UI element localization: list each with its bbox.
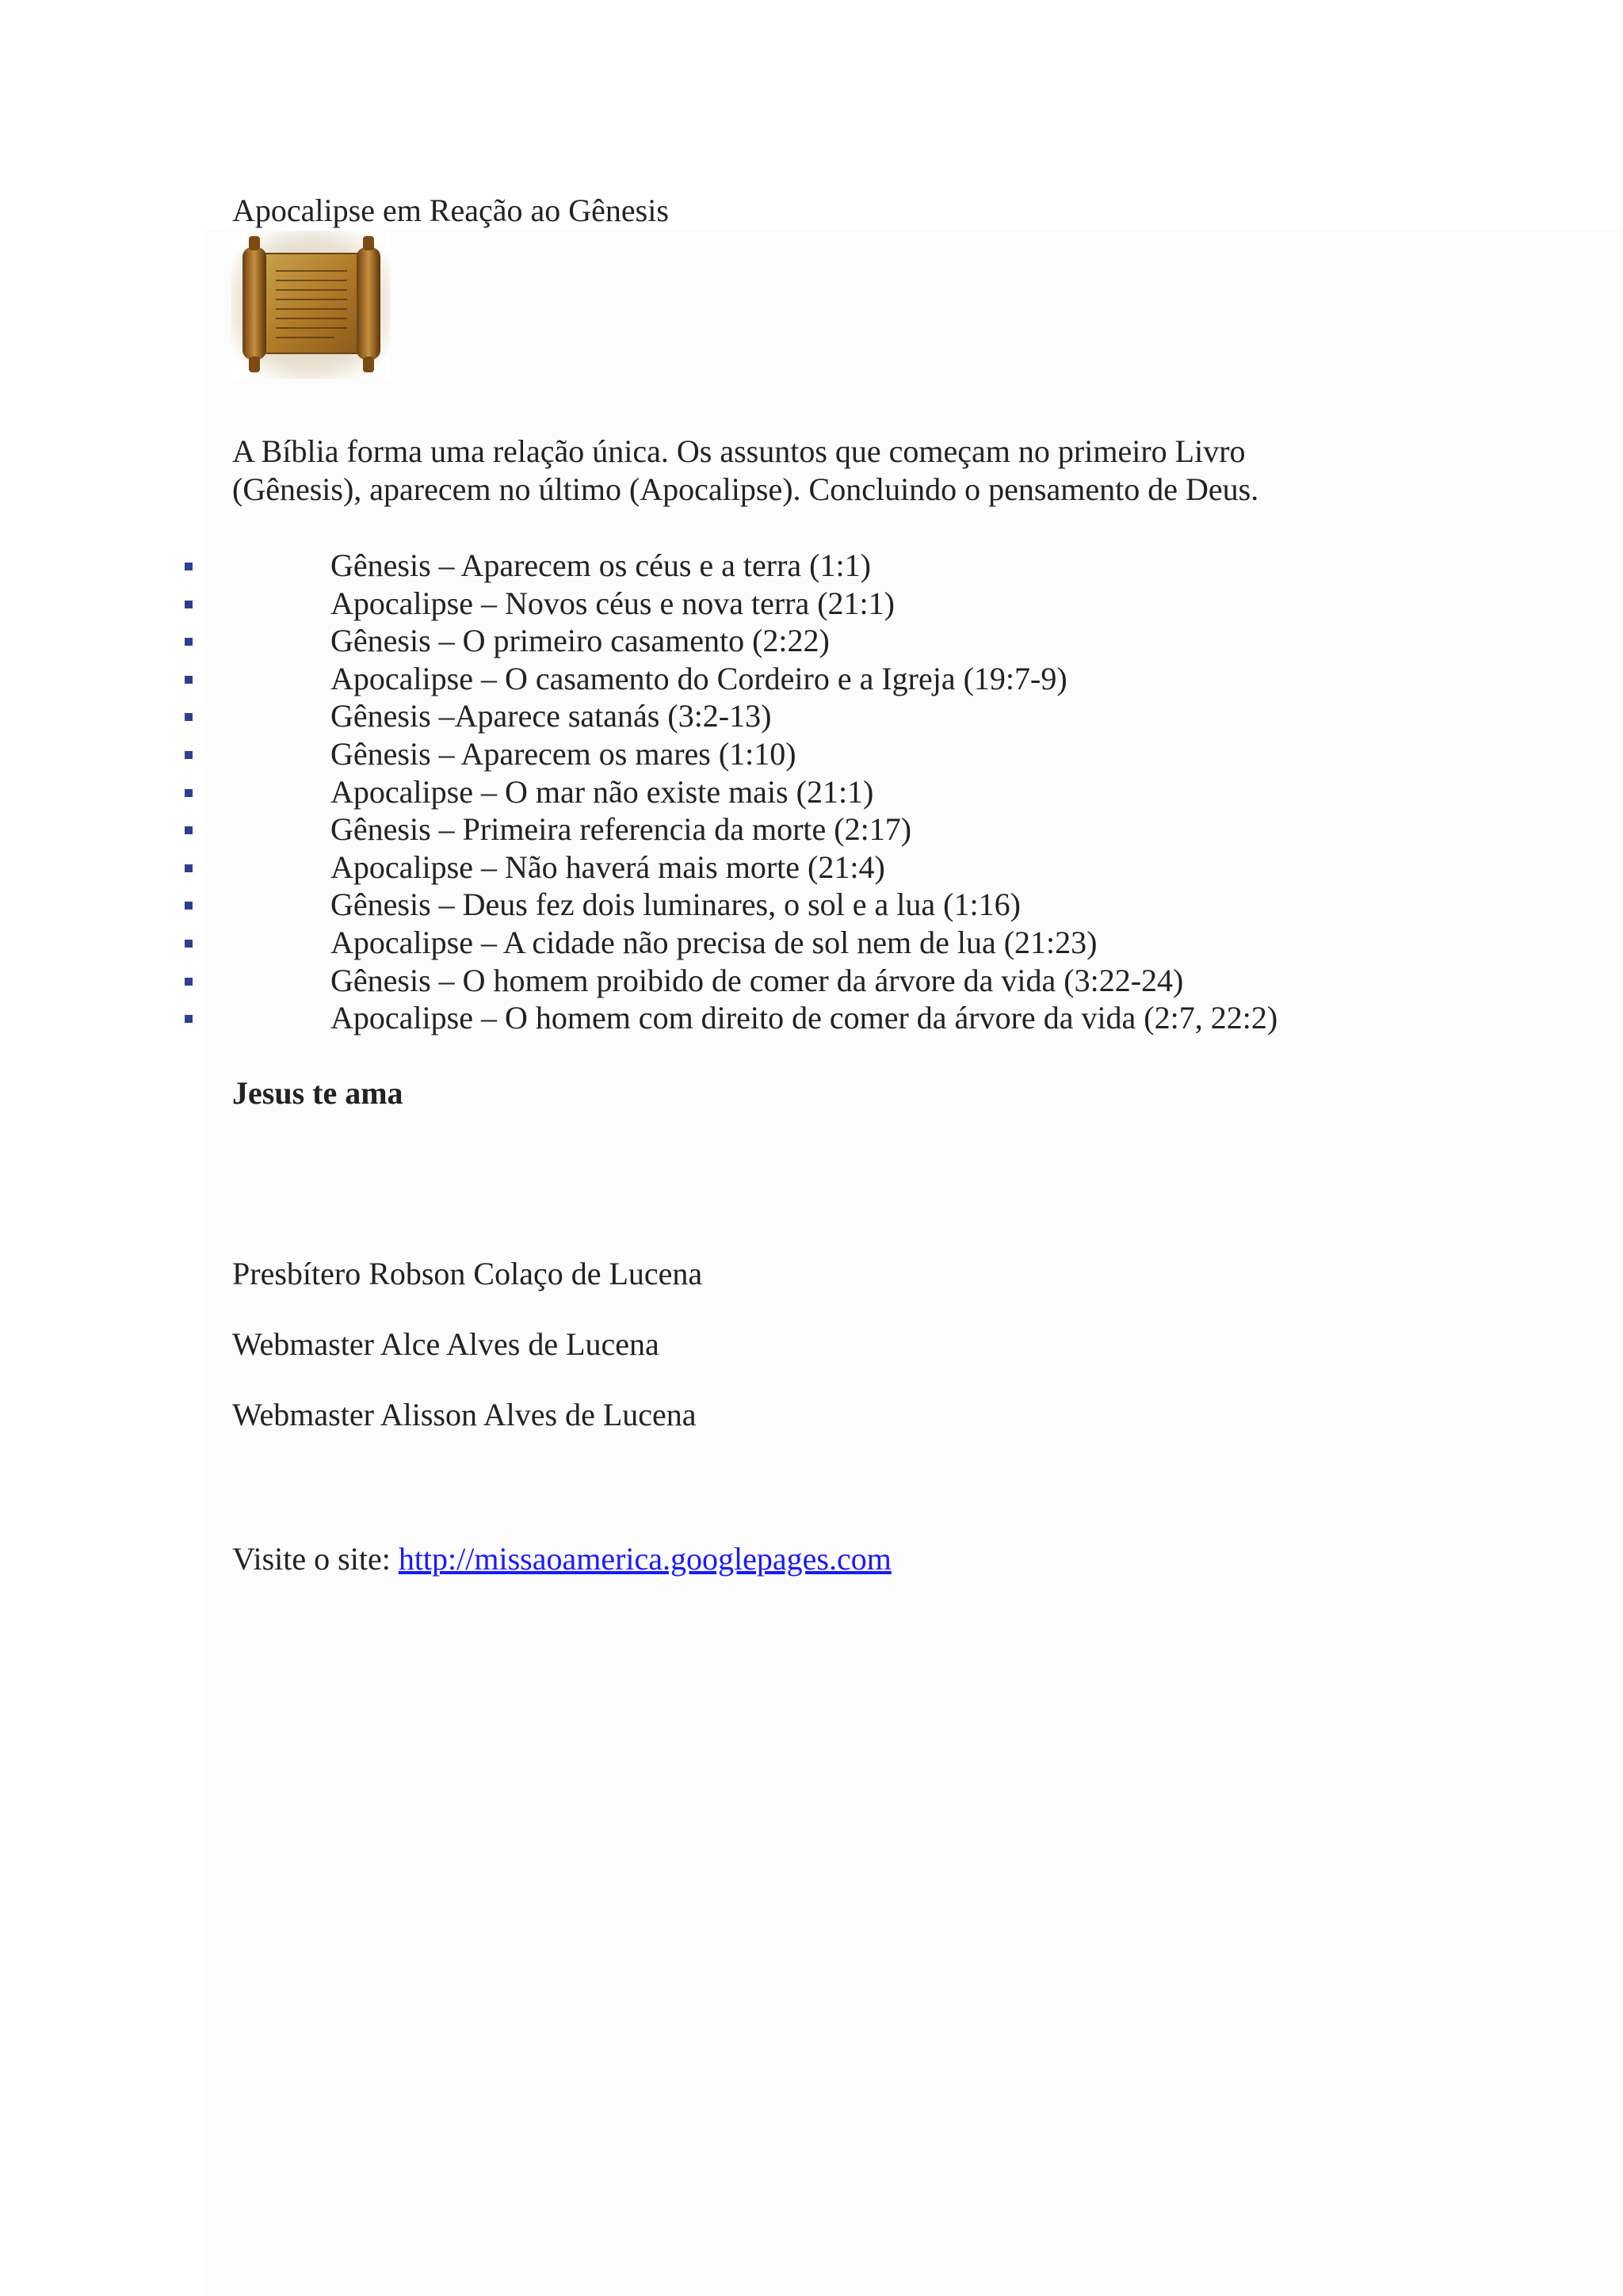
square-bullet-icon [185, 563, 193, 570]
verse-text: Gênesis – Aparecem os mares (1:10) [330, 735, 796, 772]
verse-text: Apocalipse – A cidade não precisa de sol nem de lua (21:23) [330, 924, 1098, 960]
verse-text: Gênesis – Aparecem os céus e a terra (1:1) [330, 547, 871, 583]
visit-label: Visite o site: [232, 1541, 399, 1577]
intro-paragraph [232, 433, 1579, 509]
square-bullet-icon [185, 638, 193, 646]
verse-text: Apocalipse – O casamento do Cordeiro e a Igreja (19:7-9) [330, 660, 1067, 696]
bible-scroll-icon [231, 231, 390, 379]
verse-text: Apocalipse – Não haverá mais morte (21:4) [330, 849, 885, 885]
verse-text: Gênesis – Primeira referencia da morte (2:17) [330, 811, 912, 848]
square-bullet-icon [185, 864, 193, 872]
square-bullet-icon [185, 713, 193, 721]
verse-text: Gênesis – O primeiro casamento (2:22) [330, 623, 830, 659]
square-bullet-icon [185, 902, 193, 910]
square-bullet-icon [185, 601, 193, 608]
square-bullet-icon [185, 676, 193, 684]
closing-message: Jesus te ama [232, 1075, 403, 1111]
square-bullet-icon [185, 1015, 193, 1023]
visit-site-line [232, 1539, 892, 1580]
square-bullet-icon [185, 751, 193, 759]
verse-text: Apocalipse – Novos céus e nova terra (21:1) [330, 585, 895, 621]
verse-text: Apocalipse – O homem com direito de comer da árvore da vida (2:7, 22:2) [330, 1000, 1278, 1036]
signature-line: Webmaster Alisson Alves de Lucena [232, 1397, 697, 1432]
document-title: Apocalipse em Reação ao Gênesis [232, 193, 669, 228]
signature-line: Webmaster Alce Alves de Lucena [232, 1326, 659, 1362]
verse-text: Gênesis – O homem proibido de comer da árvore da vida (3:22-24) [330, 962, 1184, 998]
verse-text: Gênesis –Aparece satanás (3:2-13) [330, 698, 772, 734]
square-bullet-icon [185, 826, 193, 834]
signature-line: Presbítero Robson Colaço de Lucena [232, 1256, 703, 1291]
website-link[interactable]: http://missaoamerica.googlepages.com [398, 1541, 892, 1577]
square-bullet-icon [185, 940, 193, 948]
square-bullet-icon [185, 978, 193, 986]
square-bullet-icon [185, 789, 193, 797]
verse-text: Apocalipse – O mar não existe mais (21:1) [330, 773, 874, 810]
verse-text: Gênesis – Deus fez dois luminares, o sol e a lua (1:16) [330, 887, 1021, 923]
intro-line: A Bíblia forma uma relação única. Os assuntos que começam no primeiro Livro [232, 433, 1246, 469]
intro-line: (Gênesis), aparecem no último (Apocalipse). Concluindo o pensamento de Deus. [232, 471, 1259, 507]
